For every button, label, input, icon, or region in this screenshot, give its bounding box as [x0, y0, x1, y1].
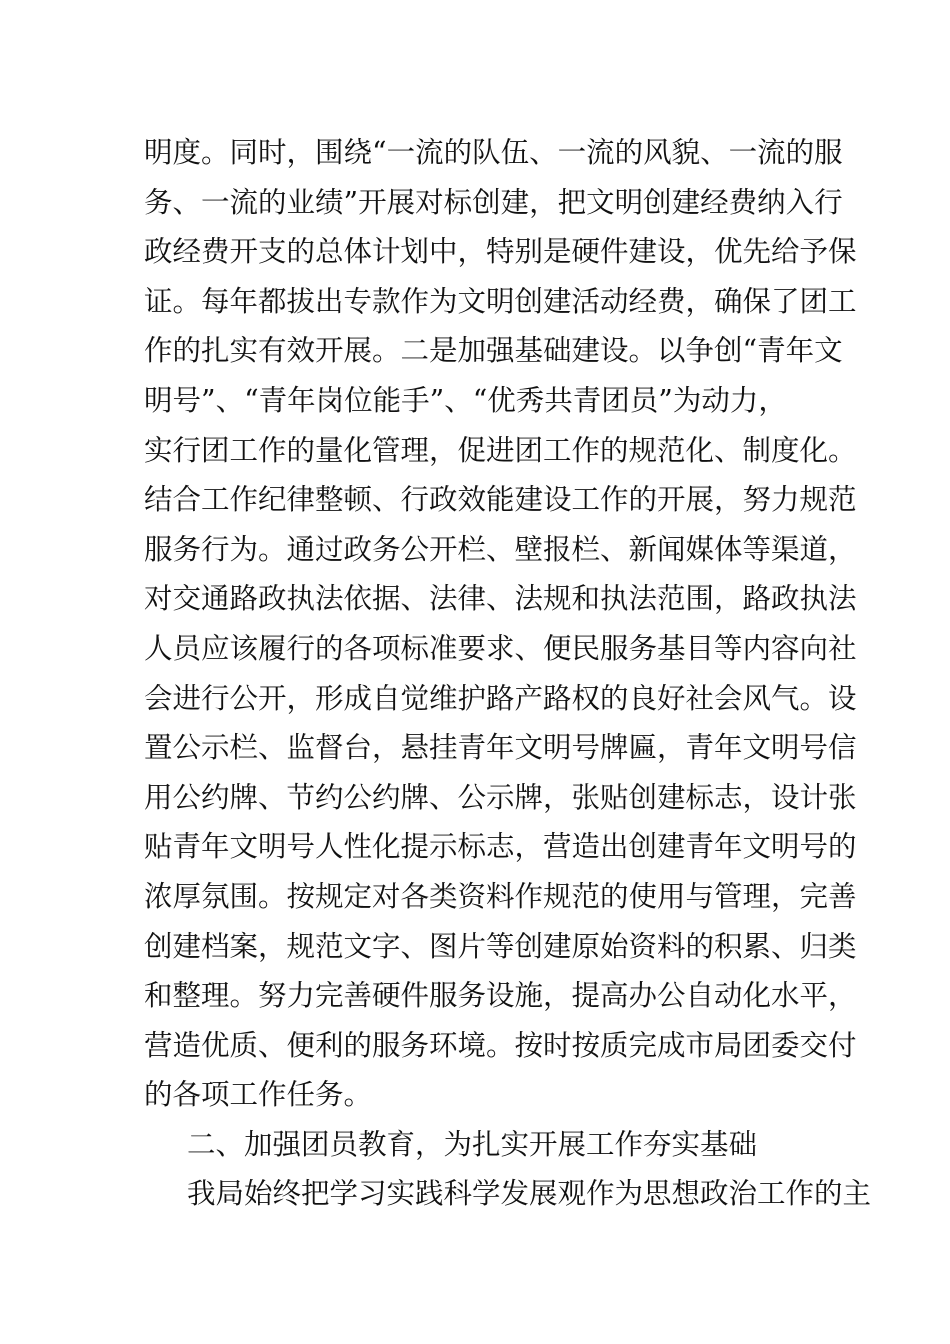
text-line: 作的扎实有效开展。二是加强基础建设。以争创“青年文 — [144, 334, 843, 368]
text-line: 证。每年都拔出专款作为文明创建活动经费，确保了团工 — [144, 284, 857, 318]
text-line: 对交通路政执法依据、法律、法规和执法范围，路政执法 — [144, 582, 857, 616]
text-line: 服务行为。通过政务公开栏、壁报栏、新闻媒体等渠道， — [144, 532, 857, 566]
text-line: 实行团工作的量化管理，促进团工作的规范化、制度化。 — [144, 433, 857, 467]
text-line: 用公约牌、节约公约牌、公示牌，张贴创建标志，设计张 — [144, 780, 857, 814]
text-line: 会进行公开，形成自觉维护路产路权的良好社会风气。设 — [144, 681, 857, 715]
text-line: 和整理。努力完善硬件服务设施，提高办公自动化水平， — [144, 979, 857, 1013]
paragraph-start: 我局始终把学习实践科学发展观作为思想政治工作的主 — [187, 1177, 872, 1211]
text-line: 置公示栏、监督台，悬挂青年文明号牌匾，青年文明号信 — [144, 731, 857, 765]
text-line: 浓厚氛围。按规定对各类资料作规范的使用与管理，完善 — [144, 879, 857, 913]
text-line: 的各项工作任务。 — [144, 1078, 373, 1112]
text-line: 贴青年文明号人性化提示标志，营造出创建青年文明号的 — [144, 830, 857, 864]
text-line: 务、一流的业绩”开展对标创建，把文明创建经费纳入行 — [144, 185, 843, 219]
text-line: 结合工作纪律整顿、行政效能建设工作的开展，努力规范 — [144, 483, 857, 517]
text-line: 明号”、“青年岗位能手”、“优秀共青团员”为动力， — [144, 383, 787, 417]
text-line: 明度。同时，围绕“一流的队伍、一流的风貌、一流的服 — [144, 136, 843, 169]
text-line: 政经费开支的总体计划中，特别是硬件建设，优先给予保 — [144, 235, 857, 269]
section-heading: 二、加强团员教育，为扎实开展工作夯实基础 — [187, 1127, 758, 1161]
document-body — [144, 128, 872, 1219]
text-line: 创建档案，规范文字、图片等创建原始资料的积累、归类 — [144, 929, 857, 963]
text-line: 人员应该履行的各项标准要求、便民服务基目等内容向社 — [144, 631, 857, 665]
text-line: 营造优质、便利的服务环境。按时按质完成市局团委交付 — [144, 1028, 857, 1062]
